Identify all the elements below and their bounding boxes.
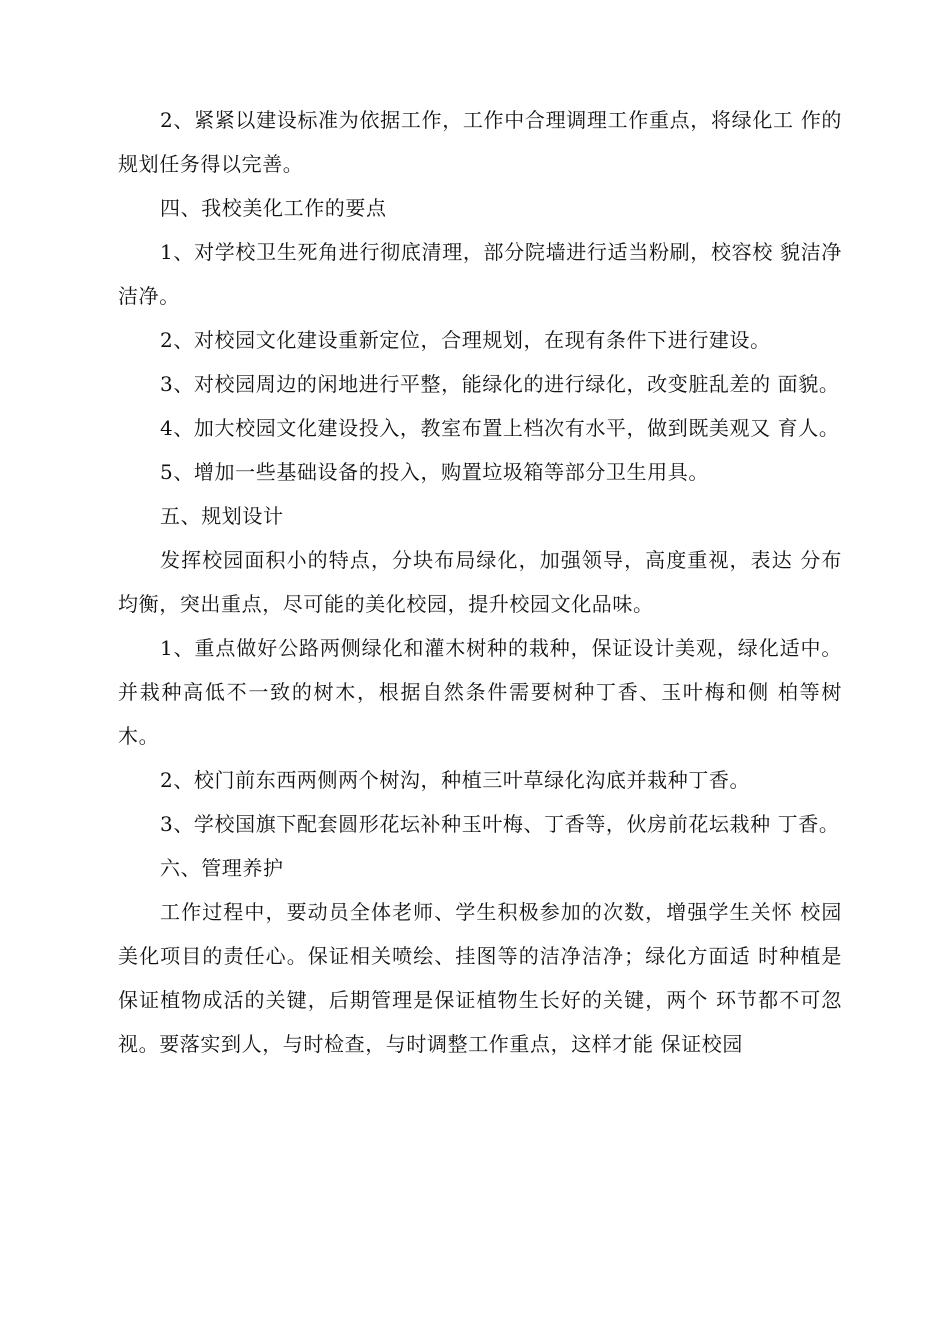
paragraph-item-2-standards: 2、紧紧以建设标准为依据工作，工作中合理调理工作重点，将绿化工 作的规划任务得以完善。 [118, 108, 842, 176]
document-page [118, 98, 842, 1066]
paragraph-item-2-gate: 2、校门前东西两侧两个树沟，种植三叶草绿化沟底并栽种丁香。 [160, 768, 751, 792]
paragraph-planning-body: 发挥校园面积小的特点，分块布局绿化，加强领导，高度重视，表达 分布均衡，突出重点，尽可能的美化校园，提升校园文化品味。 [118, 548, 842, 616]
paragraph-item-3-flowerbed: 3、学校国旗下配套圆形花坛补种玉叶梅、丁香等，伙房前花坛栽种 丁香。 [160, 812, 840, 836]
section-heading-6: 六、管理养护 [160, 856, 284, 880]
paragraph-item-2-culture: 2、对校园文化建设重新定位，合理规划，在现有条件下进行建设。 [160, 328, 771, 352]
section-heading-4: 四、我校美化工作的要点 [160, 196, 387, 220]
paragraph-item-4-investment: 4、加大校园文化建设投入，教室布置上档次有水平，做到既美观又 育人。 [160, 416, 840, 440]
paragraph-item-5-equipment: 5、增加一些基础设备的投入，购置垃圾箱等部分卫生用具。 [160, 460, 709, 484]
section-heading-5: 五、规划设计 [160, 504, 284, 528]
paragraph-maintenance-body: 工作过程中，要动员全体老师、学生积极参加的次数，增强学生关怀 校园美化项目的责任心。保证相关喷绘、挂图等的洁净洁净；绿化方面适 时种植是保证植物成活的关键，后期管理是保证植物生长好的关键，两个 环节都不可忽视。要落实到人，与时检查，与时调整工作重点，这样才能 保证校园 [118, 900, 842, 1056]
paragraph-item-3-surroundings: 3、对校园周边的闲地进行平整，能绿化的进行绿化，改变脏乱差的 面貌。 [160, 372, 840, 396]
paragraph-item-1-cleanup: 1、对学校卫生死角进行彻底清理，部分院墙进行适当粉刷，校容校 貌洁净洁净。 [118, 240, 842, 308]
paragraph-item-1-roadside: 1、重点做好公路两侧绿化和灌木树种的栽种，保证设计美观，绿化适中。并栽种高低不一致的树木，根据自然条件需要树种丁香、玉叶梅和侧 柏等树木。 [118, 636, 842, 748]
